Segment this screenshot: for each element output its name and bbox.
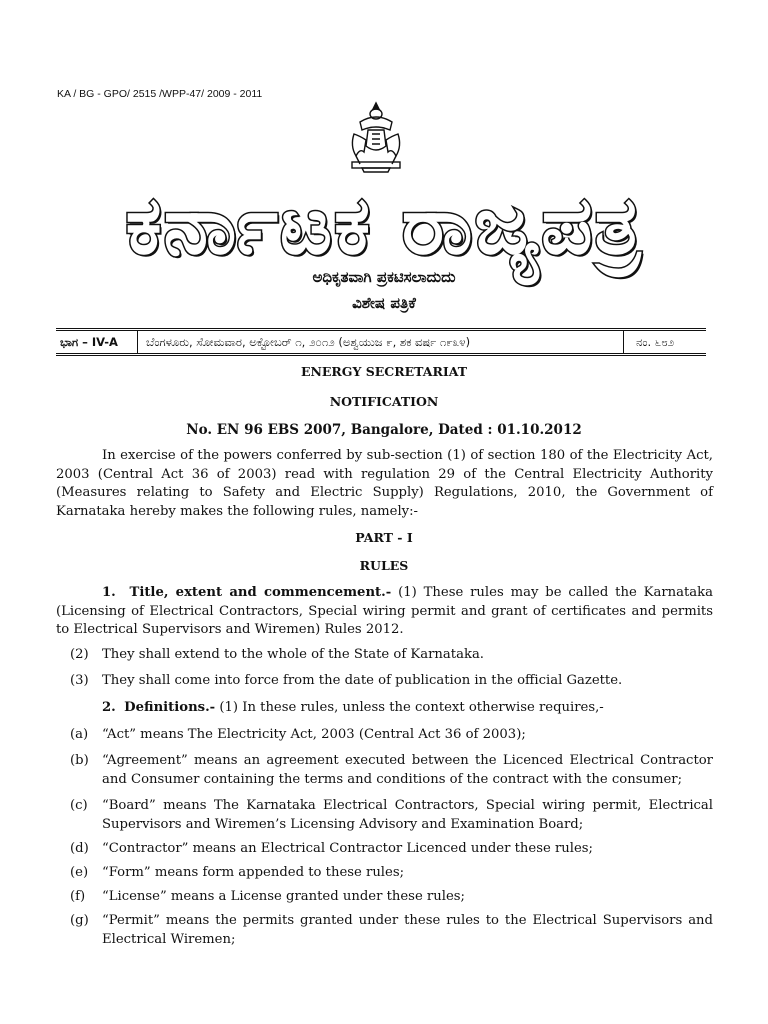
rule-1-title: Title, extent and commencement.-	[129, 585, 392, 600]
definition-text: “License” means a License granted under these rules;	[102, 889, 465, 904]
definition-text: “Act” means The Electricity Act, 2003 (Central Act 36 of 2003);	[102, 727, 526, 742]
rule-1-number: 1.	[102, 585, 116, 600]
state-emblem-icon	[346, 100, 406, 174]
department-heading: ENERGY SECRETARIAT	[300, 364, 468, 379]
gazette-masthead: ಕರ್ನಾಟಕ ರಾಜ್ಯಪತ್ರ	[125, 179, 643, 272]
definition-item	[70, 840, 713, 859]
gazette-registration-number: KA / BG - GPO/ 2515 /WPP-47/ 2009 - 2011	[57, 88, 263, 100]
masthead-subtitle-extraordinary: ವಿಶೇಷ ಪತ್ರಿಕೆ	[352, 294, 416, 312]
definition-mark: (c)	[70, 798, 88, 813]
part-heading: PART - I	[355, 530, 413, 545]
rule-1-text: (1) These rules may be called the Karnataka (Licensing of Electrical Contractors, Special wiring permit and grant of certificates and permits to Electrical Supervisors and Wiremen) Rules 2012.	[56, 585, 713, 637]
definition-text: “Board” means The Karnataka Electrical Contractors, Special wiring permit, Electrical Supervisors and Wiremen’s Licensing Advisory and Examination Board;	[102, 798, 713, 832]
definition-mark: (d)	[70, 841, 89, 856]
definition-text: “Form” means form appended to these rules;	[102, 865, 405, 880]
definition-mark: (e)	[70, 865, 89, 880]
issue-info-bar	[56, 328, 706, 356]
rules-heading: RULES	[359, 558, 409, 573]
definition-text: “Contractor” means an Electrical Contractor Licenced under these rules;	[102, 841, 593, 856]
clause-text: They shall extend to the whole of the State of Karnataka.	[102, 647, 484, 662]
definition-text: “Agreement” means an agreement executed between the Licenced Electrical Contractor and Consumer containing the terms and conditions of the contract with the consumer;	[102, 753, 713, 787]
rule-1-paragraph	[56, 584, 713, 640]
masthead-subtitle-official: ಅಧಿಕೃತವಾಗಿ ಪ್ರಕಟಿಸಲಾದುದು	[312, 268, 456, 286]
rule-1-subclause-2	[70, 646, 713, 665]
rule-1-subclause-3	[70, 672, 713, 691]
definition-text: “Permit” means the permits granted under these rules to the Electrical Supervisors and Electrical Wiremen;	[102, 913, 713, 947]
clause-mark: (3)	[70, 673, 89, 688]
definition-mark: (a)	[70, 727, 89, 742]
definition-mark: (f)	[70, 889, 86, 904]
notification-number: No. EN 96 EBS 2007, Bangalore, Dated : 01.10.2012	[186, 422, 582, 438]
definition-item	[70, 726, 713, 745]
document-type-heading: NOTIFICATION	[329, 394, 439, 409]
definition-item	[70, 888, 713, 907]
clause-text: They shall come into force from the date of publication in the official Gazette.	[102, 673, 623, 688]
definition-mark: (g)	[70, 913, 89, 928]
gazette-part: ಭಾಗ – IV-A	[56, 331, 138, 353]
rule-2-title: Definitions.-	[124, 700, 216, 715]
definition-item	[70, 912, 713, 949]
rule-2-text: (1) In these rules, unless the context otherwise requires,-	[219, 700, 604, 715]
preamble-paragraph: In exercise of the powers conferred by sub-section (1) of section 180 of the Electricity Act, 2003 (Central Act 36 of 2003) read with regulation 29 of the Central Electricity Authority (Measures relating to Safety and Electric Supply) Regulations, 2010, the Government of Karnataka hereby makes the following rules, namely:-	[56, 448, 713, 519]
definition-item	[70, 752, 713, 789]
clause-mark: (2)	[70, 647, 89, 662]
rule-2-number: 2.	[102, 700, 116, 715]
definition-item	[70, 864, 713, 883]
issue-number: ನಂ. ೬೮೨	[636, 334, 675, 349]
rule-2-paragraph	[56, 699, 713, 718]
definition-mark: (b)	[70, 753, 89, 768]
definition-item	[70, 797, 713, 834]
issue-date-line: ಬೆಂಗಳೂರು, ಸೋಮವಾರ, ಅಕ್ಟೋಬರ್ ೧, ೨೦೧೨ (ಅಶ್ವಯುಜ ೯, ಶಕ ವರ್ಷ ೧೯೩೪)	[138, 331, 624, 353]
